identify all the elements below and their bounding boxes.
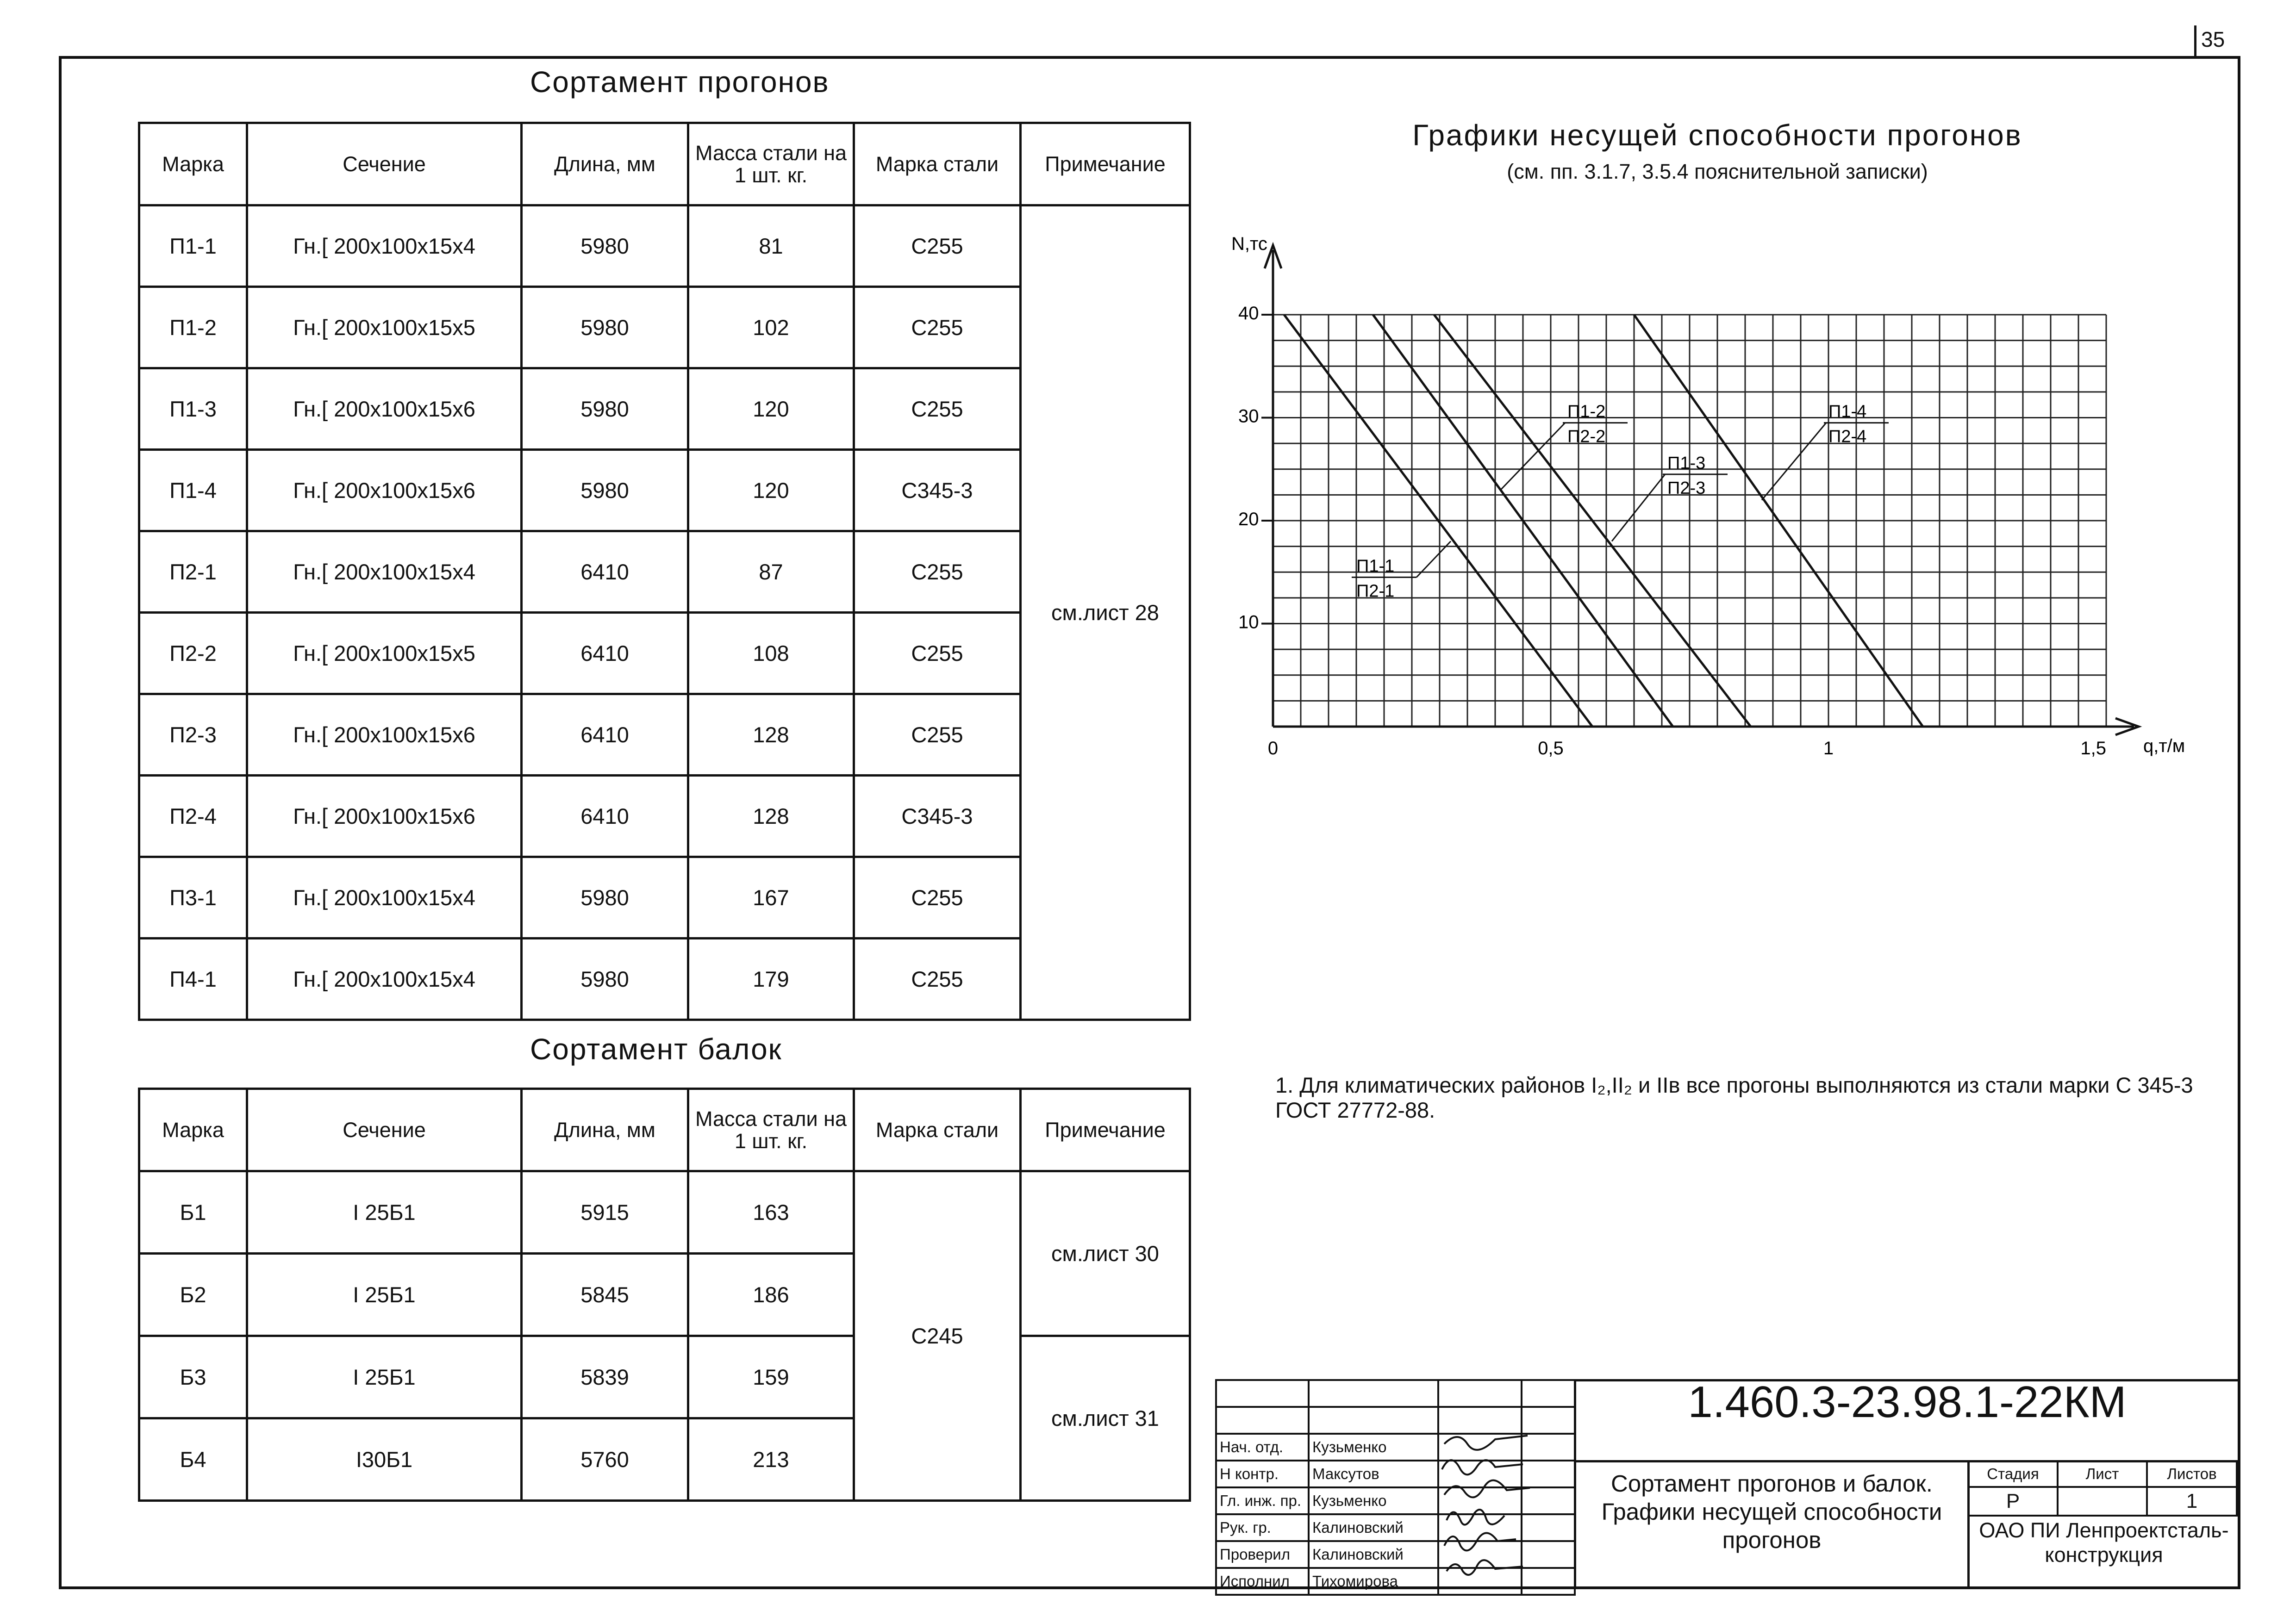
header-length: Длина, мм [522, 1089, 688, 1171]
purlin-section: Гн.[ 200x100x15x5 [247, 613, 522, 694]
stage-value: Р [1968, 1487, 2058, 1516]
signer-role: Н контр. [1216, 1461, 1309, 1487]
beam-mass: 213 [688, 1418, 854, 1501]
purlins-header-row [139, 123, 1190, 205]
purlin-mark: П3-1 [139, 857, 247, 939]
purlin-steel: С255 [854, 531, 1021, 613]
purlin-length: 5980 [522, 205, 688, 287]
header-mass: Масса стали на 1 шт. кг. [688, 1089, 854, 1171]
purlin-length: 6410 [522, 776, 688, 857]
leader-line [1612, 474, 1665, 541]
purlin-mass: 81 [688, 205, 854, 287]
beams-table-title: Сортамент балок [530, 1032, 782, 1066]
y-tick-label: 30 [1238, 406, 1259, 427]
header-length: Длина, мм [522, 123, 688, 205]
y-tick-label: 40 [1238, 303, 1259, 323]
purlin-section: Гн.[ 200x100x15x6 [247, 450, 522, 531]
purlin-length: 6410 [522, 613, 688, 694]
y-tick-label: 20 [1238, 509, 1259, 529]
beam-length: 5915 [522, 1171, 688, 1254]
beam-section: I 25Б1 [247, 1171, 522, 1254]
purlin-steel: С345-3 [854, 450, 1021, 531]
signer-role: Гл. инж. пр. [1216, 1487, 1309, 1514]
purlin-length: 5980 [522, 450, 688, 531]
purlin-steel: С255 [854, 205, 1021, 287]
purlin-mark: П1-1 [139, 205, 247, 287]
purlin-section: Гн.[ 200x100x15x6 [247, 368, 522, 450]
beams-header-row [139, 1089, 1190, 1171]
purlin-steel: С255 [854, 857, 1021, 939]
x-axis-label: q,т/м [2143, 736, 2185, 756]
beam-length: 5839 [522, 1336, 688, 1418]
purlins-table [138, 122, 1191, 1021]
purlin-mark: П1-4 [139, 450, 247, 531]
series-label: П2-2 [1567, 427, 1606, 447]
purlin-section: Гн.[ 200x100x15x4 [247, 205, 522, 287]
chart-grid [1273, 315, 2106, 727]
leader-line [1501, 423, 1565, 490]
purlin-mass: 102 [688, 287, 854, 368]
signer-role: Рук. гр. [1216, 1514, 1309, 1541]
series-label: П2-3 [1667, 478, 1706, 498]
handwritten-signatures [1435, 1425, 1574, 1592]
stage-label: Стадия [1968, 1461, 2058, 1487]
header-mark: Марка [139, 1089, 247, 1171]
purlin-length: 5980 [522, 939, 688, 1020]
header-steel: Марка стали [854, 1089, 1021, 1171]
purlin-section: Гн.[ 200x100x15x4 [247, 857, 522, 939]
signer-role: Нач. отд. [1216, 1434, 1309, 1461]
signer-name: Калиновский [1309, 1514, 1438, 1541]
signer-role: Проверил [1216, 1541, 1309, 1568]
purlin-steel: С345-3 [854, 776, 1021, 857]
beam-section: I 25Б1 [247, 1336, 522, 1418]
purlin-section: Гн.[ 200x100x15x5 [247, 287, 522, 368]
y-tick-label: 10 [1238, 612, 1259, 633]
series-label: П2-4 [1828, 427, 1867, 447]
purlin-section: Гн.[ 200x100x15x6 [247, 694, 522, 776]
signer-name: Тихомирова [1309, 1568, 1438, 1595]
beam-mark: Б4 [139, 1418, 247, 1501]
beam-mark: Б3 [139, 1336, 247, 1418]
beam-mark: Б1 [139, 1171, 247, 1254]
purlin-mark: П1-2 [139, 287, 247, 368]
beam-note-1: см.лист 30 [1021, 1171, 1190, 1336]
signer-name: Калиновский [1309, 1541, 1438, 1568]
chart-title: Графики несущей способности прогонов [1412, 118, 2022, 152]
header-section: Сечение [247, 1089, 522, 1171]
x-tick-label: 0 [1267, 738, 1279, 759]
header-note: Примечание [1021, 1089, 1190, 1171]
purlin-mark: П1-3 [139, 368, 247, 450]
chart-axes [1231, 234, 2185, 759]
document-code: 1.460.3-23.98.1-22КМ [1688, 1377, 2127, 1427]
purlin-section: Гн.[ 200x100x15x6 [247, 776, 522, 857]
purlin-section: Гн.[ 200x100x15x4 [247, 531, 522, 613]
organization: ОАО ПИ Ленпроектсталь-конструкция [1979, 1518, 2229, 1567]
purlin-length: 6410 [522, 694, 688, 776]
purlin-mass: 87 [688, 531, 854, 613]
series-label: П1-1 [1356, 556, 1395, 576]
purlins-table-title: Сортамент прогонов [530, 65, 830, 99]
beam-steel: С245 [854, 1171, 1021, 1501]
y-axis-label: N,тс [1231, 234, 1267, 254]
beam-mass: 159 [688, 1336, 854, 1418]
purlin-mass: 167 [688, 857, 854, 939]
purlin-steel: С255 [854, 613, 1021, 694]
purlin-section: Гн.[ 200x100x15x4 [247, 939, 522, 1020]
header-note: Примечание [1021, 123, 1190, 205]
purlin-mass: 128 [688, 694, 854, 776]
x-tick-label: 0,5 [1538, 738, 1564, 759]
purlin-steel: С255 [854, 939, 1021, 1020]
note-item: 1. Для климатических районов I₂,II₂ и IIв все прогоны выполняются из стали марки С 345-3 ГОСТ 27772-88. [1275, 1073, 2193, 1123]
header-section: Сечение [247, 123, 522, 205]
purlin-steel: С255 [854, 287, 1021, 368]
purlin-mass: 108 [688, 613, 854, 694]
stage-table [1967, 1460, 2238, 1517]
capacity-chart [1204, 194, 2222, 796]
chart-labels [1352, 402, 1889, 601]
purlin-length: 5980 [522, 857, 688, 939]
purlin-mark: П2-1 [139, 531, 247, 613]
purlin-length: 5980 [522, 287, 688, 368]
signer-role: Исполнил [1216, 1568, 1309, 1595]
signer-name: Максутов [1309, 1461, 1438, 1487]
table-row [139, 1336, 1190, 1418]
purlin-length: 5980 [522, 368, 688, 450]
header-steel: Марка стали [854, 123, 1021, 205]
beam-mass: 163 [688, 1171, 854, 1254]
purlin-mass: 120 [688, 368, 854, 450]
beam-mark: Б2 [139, 1254, 247, 1336]
series-label: П1-2 [1567, 402, 1606, 422]
sheet-value [2058, 1487, 2147, 1516]
beam-mass: 186 [688, 1254, 854, 1336]
document-title: Сортамент прогонов и балок. Графики несущей способности прогонов [1601, 1470, 1942, 1554]
table-row [139, 1171, 1190, 1254]
purlin-steel: С255 [854, 368, 1021, 450]
sheets-label: Листов [2147, 1461, 2237, 1487]
beam-note-2: см.лист 31 [1021, 1336, 1190, 1501]
sheets-value: 1 [2147, 1487, 2237, 1516]
purlin-mass: 128 [688, 776, 854, 857]
sheet-number-divider [2194, 25, 2196, 59]
table-row [139, 205, 1190, 287]
purlin-note: см.лист 28 [1021, 205, 1190, 1020]
header-mass: Масса стали на 1 шт. кг. [688, 123, 854, 205]
sheet-label: Лист [2058, 1461, 2147, 1487]
beam-section: I 25Б1 [247, 1254, 522, 1336]
leader-line [1762, 423, 1826, 500]
purlins-rows [139, 205, 1190, 1020]
purlin-length: 6410 [522, 531, 688, 613]
purlin-mark: П2-4 [139, 776, 247, 857]
purlin-steel: С255 [854, 694, 1021, 776]
beams-table [138, 1088, 1191, 1502]
signer-name: Кузьменко [1309, 1487, 1438, 1514]
chart-subtitle: (см. пп. 3.1.7, 3.5.4 пояснительной записки) [1507, 160, 1928, 183]
beam-length: 5845 [522, 1254, 688, 1336]
sheet-number: 35 [2201, 27, 2225, 51]
beam-section: I30Б1 [247, 1418, 522, 1501]
purlin-mark: П2-2 [139, 613, 247, 694]
beam-length: 5760 [522, 1418, 688, 1501]
series-label: П1-3 [1667, 453, 1706, 473]
purlin-mass: 120 [688, 450, 854, 531]
signer-name: Кузьменко [1309, 1434, 1438, 1461]
purlin-mass: 179 [688, 939, 854, 1020]
purlin-mark: П4-1 [139, 939, 247, 1020]
x-tick-label: 1 [1823, 738, 1834, 759]
header-mark: Марка [139, 123, 247, 205]
x-tick-label: 1,5 [2080, 738, 2106, 759]
series-label: П2-1 [1356, 581, 1395, 601]
series-label: П1-4 [1828, 402, 1867, 422]
purlin-mark: П2-3 [139, 694, 247, 776]
